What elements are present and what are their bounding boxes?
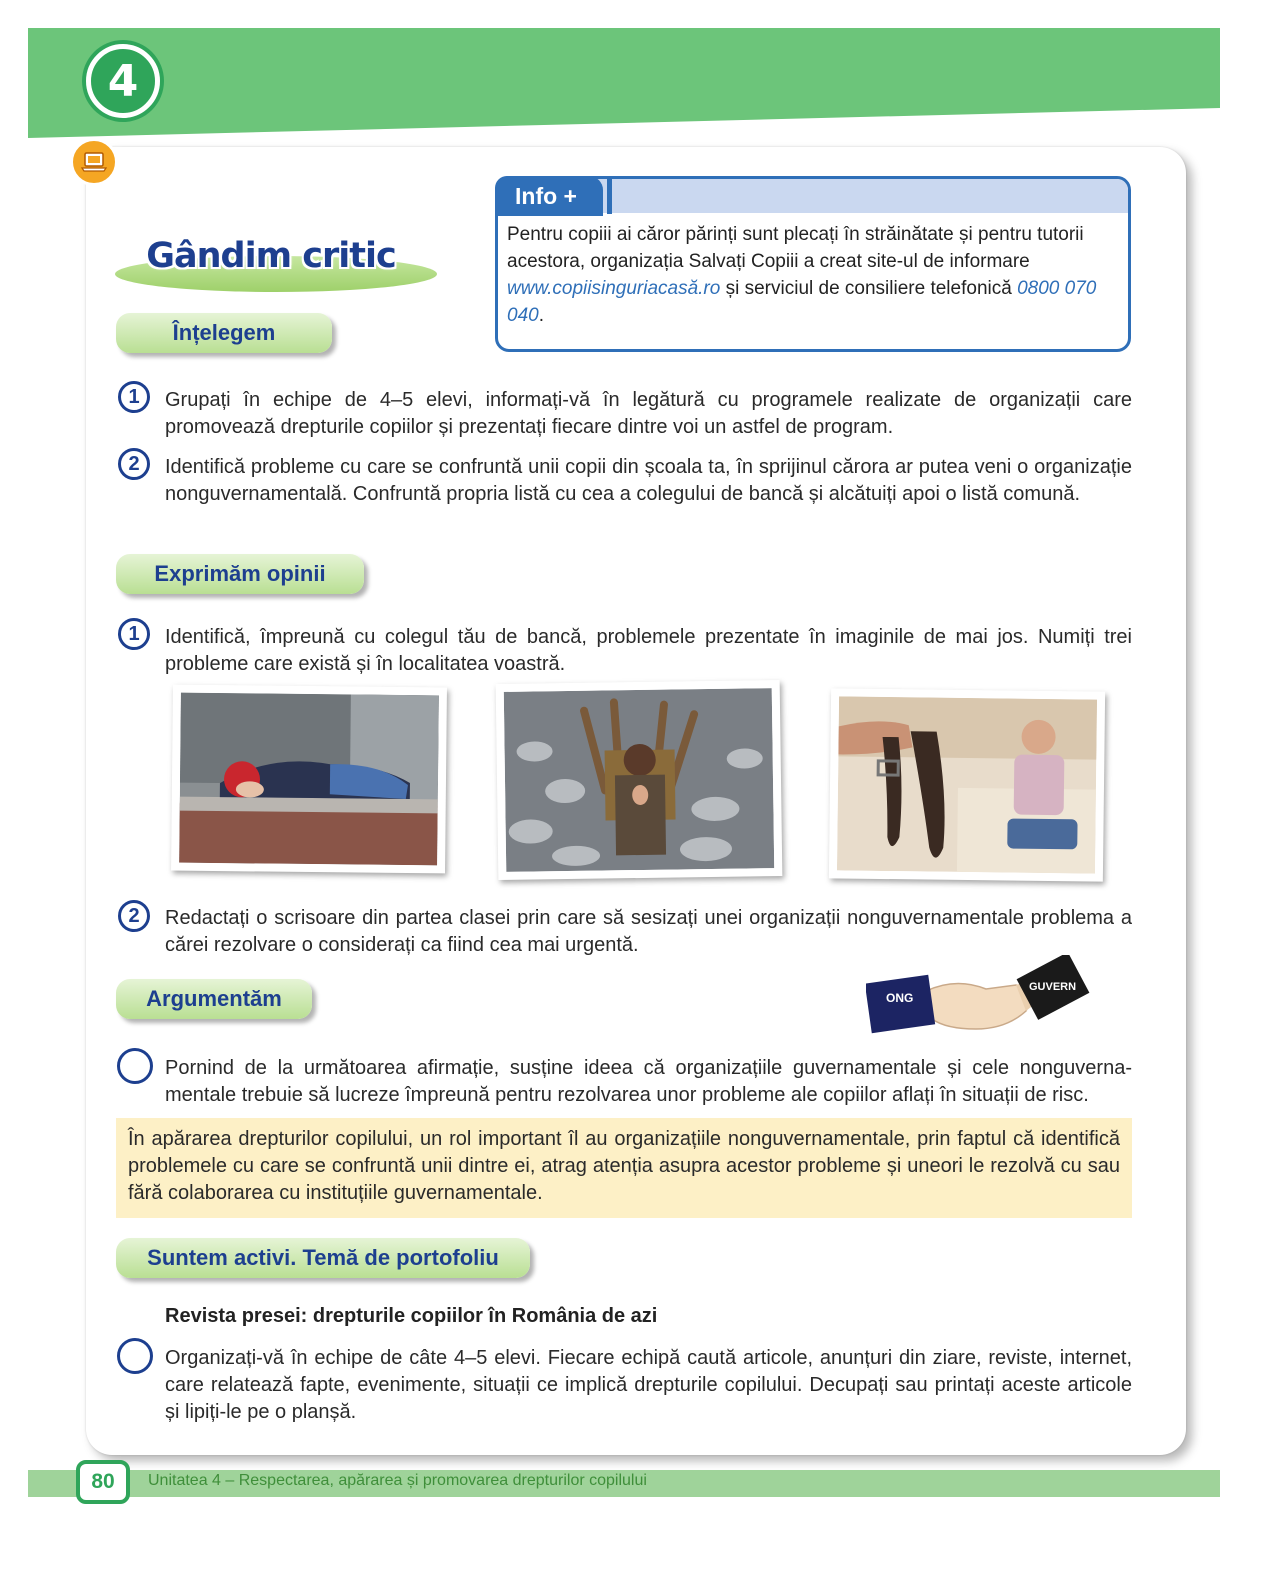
page-number: 80 [76, 1460, 130, 1504]
guvern-label: GUVERN [1029, 981, 1077, 993]
photo-belt-punishment [829, 688, 1105, 881]
info-text [507, 221, 1119, 329]
chapter-number-badge: 4 [86, 44, 160, 118]
info-tab-label: Info + [495, 176, 603, 216]
info-tab-stripe [607, 176, 612, 214]
section-title-exprimam: Exprimăm opinii [116, 554, 364, 594]
footer-line [28, 1494, 1220, 1497]
portfolio-subtitle: Revista presei: drepturile copiilor în România de azi [165, 1305, 658, 1327]
task-text: Organizați-vă în echipe de câte 4–5 elevi. Fiecare echipă caută articole, anunțuri din ziare, reviste, internet, care relatează fapte, evenimente, situații ce implică drepturile copilului. Decupați sau printați aceste articole și lipiți-le pe o planșă. [165, 1347, 1132, 1423]
photo-homeless-child [171, 685, 447, 874]
item-number: 1 [118, 618, 150, 650]
header-band [28, 28, 1243, 138]
info-box [495, 176, 1131, 352]
task-text: Grupați în echipe de 4–5 elevi, informați-vă în legătură cu programele realizate de organizații care promovează drepturile copiilor și prezentați fiecare dintre voi un astfel de program. [165, 389, 1132, 438]
handshake-illustration [866, 955, 1092, 1039]
info-text-part: și serviciul de consiliere telefonică [720, 278, 1018, 299]
task-text: Identifică, împreună cu colegul tău de bancă, problemele prezentate în imaginile de mai jos. Numiți trei probleme care există și în localitatea voastră. [165, 626, 1132, 675]
bullet-circle [117, 1048, 153, 1084]
task-text: Identifică probleme cu care se confruntă unii copii din școala ta, în sprijinul cărora ar putea veni o organizație nonguvernamentală. Confruntă propria listă cu cea a colegului de bancă și alcătuiți apoi o listă comună. [165, 456, 1132, 505]
quote-text: În apărarea drepturilor copilului, un rol important îl au organizațiile nonguvernamentale, prin faptul că identifică problemele cu care se confruntă unii dintre ei, atrag atenția asupra acestor probleme și uneori le rezolvă cu sau fără colaborarea cu instituțiile guvernamentale. [128, 1128, 1120, 1204]
footer-unit-title: Unitatea 4 – Respectarea, apărarea și promovarea drepturilor copilului [148, 1472, 647, 1489]
item-number: 1 [118, 381, 150, 413]
bullet-circle [117, 1338, 153, 1374]
task-text: Redactați o scrisoare din partea clasei prin care să sesizați unei organizații nonguvernamentale problema a cărei rezolvare o considerați ca fiind cea mai urgentă. [165, 907, 1132, 956]
info-link[interactable]: www.copiisinguriacasă.ro [507, 278, 721, 299]
info-text-part: . [538, 305, 544, 326]
task-text: Pornind de la următoarea afirmație, susține ideea că organizațiile guvernamentale și cele nonguvernamentale trebuie să lucreze împreună pentru rezolvarea unor probleme ale copiilor aflați în situații de risc. [165, 1057, 1132, 1106]
ong-label: ONG [886, 991, 914, 1005]
laptop-icon [70, 138, 118, 186]
page-title: Gândim critic [146, 236, 396, 276]
info-phone[interactable]: 0800 070 040 [507, 278, 1097, 326]
item-number: 2 [118, 900, 150, 932]
quote-box [116, 1118, 1132, 1218]
section-title-activi: Suntem activi. Temă de portofoliu [116, 1238, 530, 1278]
item-number: 2 [118, 448, 150, 480]
section-title-argumentam: Argumentăm [116, 979, 312, 1019]
section-title-intelegem: Înțelegem [116, 313, 332, 353]
photo-working-child [496, 680, 783, 880]
info-text-part: Pentru copiii ai căror părinți sunt plecați în străinătate și pentru tutorii acestora, organizația Salvați Copiii a creat site-ul de informare [507, 224, 1084, 272]
